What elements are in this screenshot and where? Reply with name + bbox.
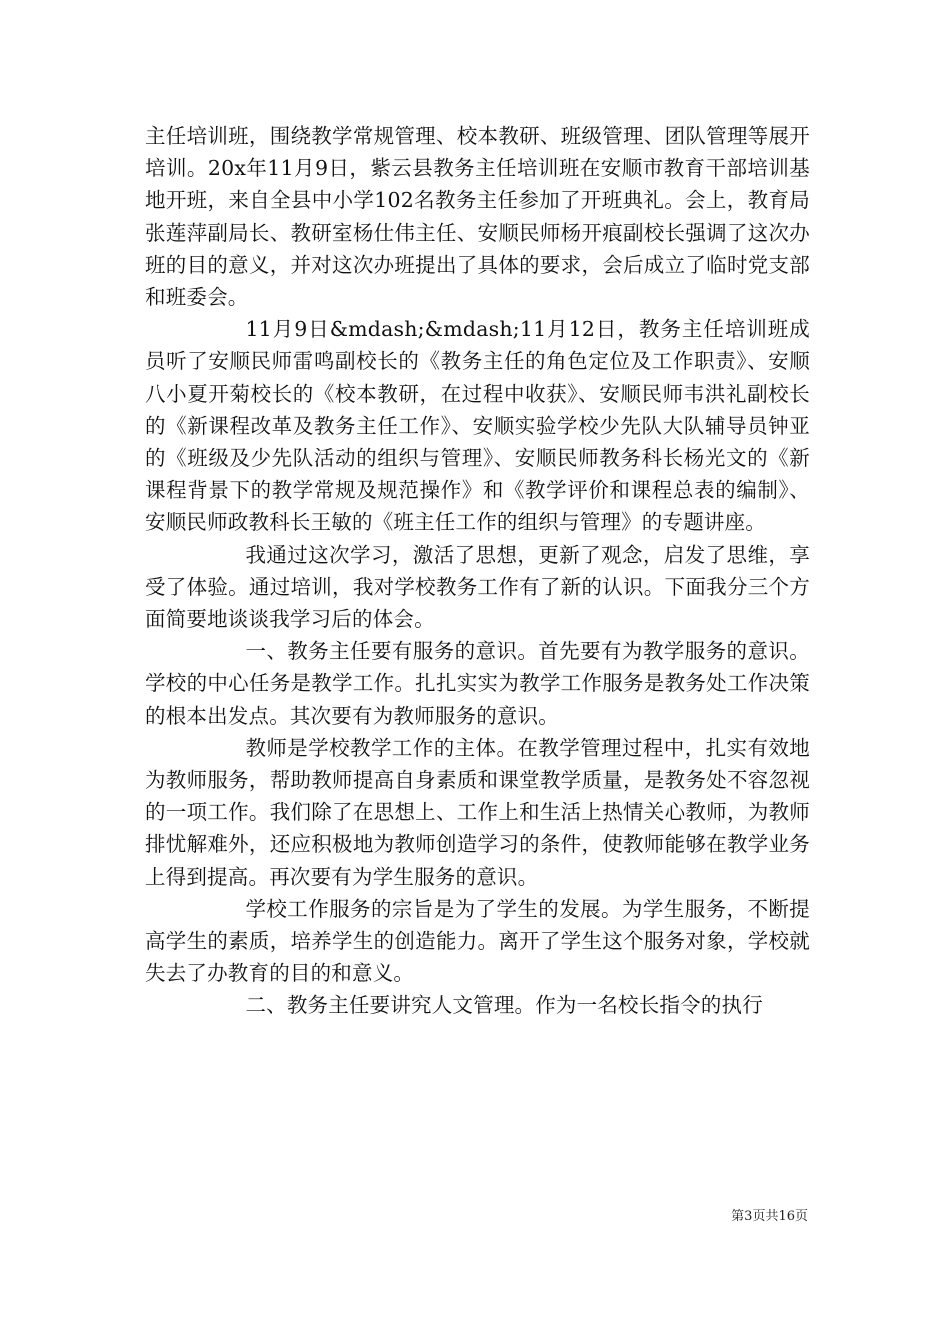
paragraph-6: 学校工作服务的宗旨是为了学生的发展。为学生服务，不断提高学生的素质，培养学生的创造能力。离开了学生这个服务对象，学校就失去了办教育的目的和意义。 <box>145 896 810 986</box>
paragraph-5: 教师是学校教学工作的主体。在教学管理过程中，扎实有效地为教师服务，帮助教师提高自身素质和课堂教学质量，是教务处不容忽视的一项工作。我们除了在思想上、工作上和生活上热情关心教师，为教师排忧解难外，还应积极地为教师创造学习的条件，使教师能够在教学业务上得到提高。再次要有为学生服务的意识。 <box>145 735 810 889</box>
paragraph-7: 二、教务主任要讲究人文管理。作为一名校长指令的执行 <box>245 993 763 1018</box>
paragraph-1: 主任培训班，围绕教学常规管理、校本教研、班级管理、团队管理等展开培训。20x年11月9日，紫云县教务主任培训班在安顺市教育干部培训基地开班，来自全县中小学102名教务主任参加了开班典礼。会上，教育局张莲萍副局长、教研室杨仕伟主任、安顺民师杨开痕副校长强调了这次办班的目的意义，并对这次办班提出了具体的要求，会后成立了临时党支部和班委会。 <box>145 124 810 310</box>
page-number-footer: 第3页共16页 <box>731 1209 808 1224</box>
paragraph-3: 我通过这次学习，激活了思想，更新了观念，启发了思维，享受了体验。通过培训，我对学校教务工作有了新的认识。下面我分三个方面简要地谈谈我学习后的体会。 <box>145 542 810 632</box>
paragraph-4: 一、教务主任要有服务的意识。首先要有为教学服务的意识。学校的中心任务是教学工作。扎扎实实为教学工作服务是教务处工作决策的根本出发点。其次要有为教师服务的意识。 <box>145 639 810 728</box>
paragraph-2: 11月9日&mdash;&mdash;11月12日，教务主任培训班成员听了安顺民师雷鸣副校长的《教务主任的角色定位及工作职责》、安顺八小夏开菊校长的《校本教研，在过程中收获》、安顺民师韦洪礼副校长的《新课程改革及教务主任工作》、安顺实验学校少先队大队辅导员钟亚的《班级及少先队活动的组织与管理》、安顺民师教务科长杨光文的《新课程背景下的教学常规及规范操作》和《教学评价和课程总表的编制》、安顺民师政教科长王敏的《班主任工作的组织与管理》的专题讲座。 <box>145 317 810 535</box>
document-body <box>145 120 810 1022</box>
